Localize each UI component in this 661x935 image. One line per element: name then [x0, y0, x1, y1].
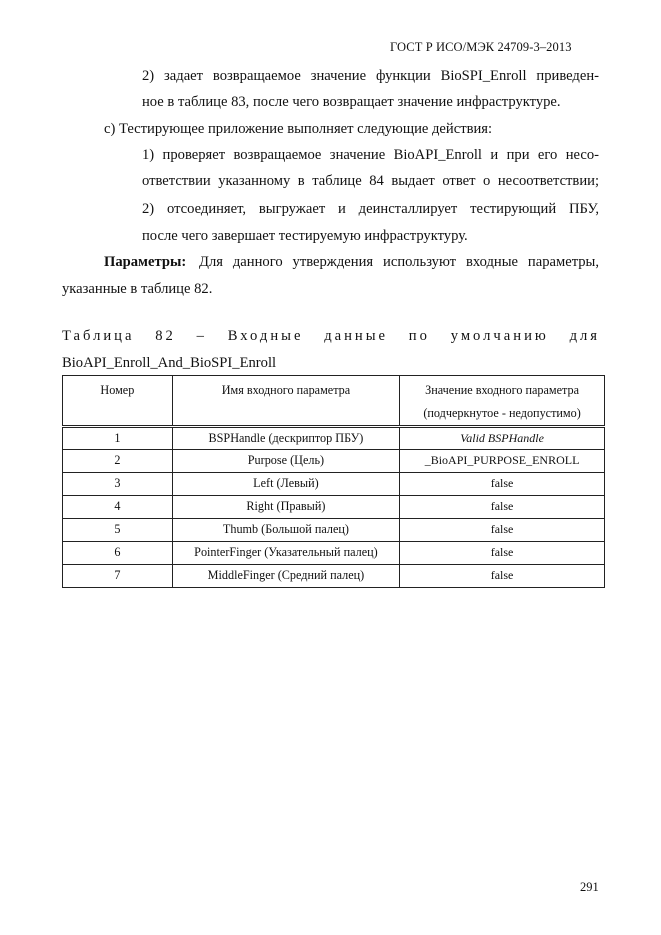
- row-parameter-name: Purpose (Цель): [172, 450, 399, 473]
- table-row: [63, 496, 605, 519]
- header-parameter-name: Имя входного параметра: [172, 376, 399, 427]
- table-row: [63, 519, 605, 542]
- row-parameter-value: _BioAPI_PURPOSE_ENROLL: [400, 450, 605, 473]
- row-number: 1: [63, 427, 173, 450]
- row-parameter-name: BSPHandle (дескриптор ПБУ): [172, 427, 399, 450]
- table-caption-line2: BioAPI_Enroll_And_BioSPI_Enroll: [62, 355, 277, 371]
- row-parameter-value: false: [400, 473, 605, 496]
- row-parameter-value: false: [400, 565, 605, 588]
- page-number: 291: [580, 880, 599, 894]
- row-number: 4: [63, 496, 173, 519]
- item-b2-line2: ное в таблице 83, после чего возвращает значение инфраструктуре.: [142, 94, 561, 110]
- row-parameter-name: PointerFinger (Указательный палец): [172, 542, 399, 565]
- item-b2-line1: 2) задает возвращаемое значение функции BioSPI_Enroll приведен-: [142, 68, 599, 84]
- header-parameter-value-line1: Значение входного параметра: [425, 383, 580, 397]
- item-c: c) Тестирующее приложение выполняет следующие действия:: [104, 121, 493, 137]
- row-parameter-value: false: [400, 542, 605, 565]
- row-number: 6: [63, 542, 173, 565]
- table-caption-line1: Таблица 82 – Входные данные по умолчанию для: [62, 328, 600, 344]
- table-row: [63, 427, 605, 450]
- header-number: Номер: [63, 376, 173, 427]
- input-parameters-table: [62, 375, 605, 588]
- item-c2-line1: 2) отсоединяет, выгружает и деинсталлирует тестирующий ПБУ,: [142, 201, 599, 217]
- table-header-row: [63, 376, 605, 427]
- row-number: 7: [63, 565, 173, 588]
- table-row: [63, 565, 605, 588]
- parameters-line2: указанные в таблице 82.: [62, 281, 213, 297]
- row-parameter-name: Thumb (Большой палец): [172, 519, 399, 542]
- header-parameter-value: [400, 376, 605, 427]
- parameters-label: Параметры:: [104, 254, 187, 270]
- table-row: [63, 450, 605, 473]
- item-c1-line1: 1) проверяет возвращаемое значение BioAPI_Enroll и при его несо-: [142, 147, 599, 163]
- row-parameter-value: false: [400, 519, 605, 542]
- item-c2-line2: после чего завершает тестируемую инфраструктуру.: [142, 228, 468, 244]
- parameters-line1: Для данного утверждения используют входные параметры,: [199, 254, 599, 270]
- row-parameter-value: false: [400, 496, 605, 519]
- row-number: 3: [63, 473, 173, 496]
- document-header: ГОСТ Р ИСО/МЭК 24709-3–2013: [390, 40, 572, 54]
- parameters-paragraph: [104, 249, 599, 275]
- row-parameter-value: Valid BSPHandle: [400, 427, 605, 450]
- row-number: 5: [63, 519, 173, 542]
- table-caption: [62, 323, 600, 377]
- row-number: 2: [63, 450, 173, 473]
- row-parameter-name: Left (Левый): [172, 473, 399, 496]
- row-parameter-name: MiddleFinger (Средний палец): [172, 565, 399, 588]
- item-c1-line2: ответствии указанному в таблице 84 выдает ответ о несоответствии;: [142, 173, 599, 189]
- header-parameter-value-line2: (подчеркнутое - недопустимо): [423, 406, 581, 420]
- table-row: [63, 542, 605, 565]
- row-parameter-name: Right (Правый): [172, 496, 399, 519]
- table-row: [63, 473, 605, 496]
